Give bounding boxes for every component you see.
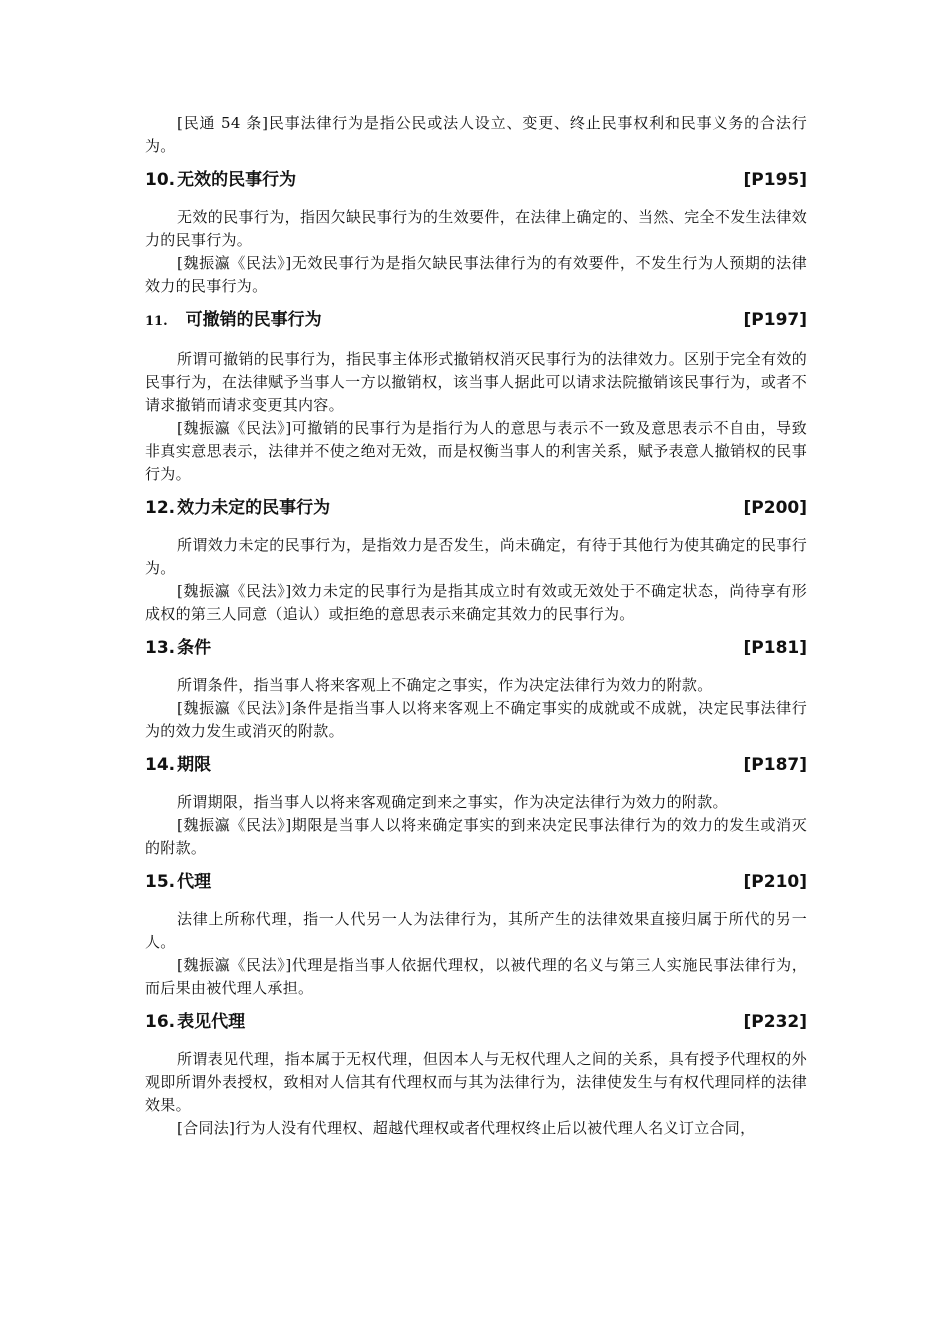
section-number: 13. [145,638,176,658]
paragraph: [魏振瀛《民法》]可撤销的民事行为是指行为人的意思与表示不一致及意思表示不自由，导致非真实意思表示，法律并不使之绝对无效，而是权衡当事人的利害关系，赋予表意人撤销权的民事行为。 [145,419,807,483]
paragraph: [合同法]行为人没有代理权、超越代理权或者代理权终止后以被代理人名义订立合同， [177,1119,756,1137]
paragraph: 所谓可撤销的民事行为，指民事主体形式撤销权消灭民事行为的法律效力。区别于完全有效的民事行为，在法律赋予当事人一方以撤销权，该当事人据此可以请求法院撤销该民事行为，或者不请求撤销而请求变更其内容。 [145,350,807,414]
section-heading-15 [145,870,807,894]
section-heading-10 [145,168,807,192]
section-number: 11. [145,314,168,329]
section-number: 10. [145,170,176,190]
section-number: 16. [145,1012,176,1032]
page-reference: [P195] [743,170,807,190]
paragraph: 所谓表见代理，指本属于无权代理，但因本人与无权代理人之间的关系，具有授予代理权的外观即所谓外表授权，致相对人信其有代理权而与其为法律行为，法律使发生与有权代理同样的法律效果。 [145,1050,807,1114]
paragraph: [魏振瀛《民法》]期限是当事人以将来确定事实的到来决定民事法律行为的效力的发生或消灭的附款。 [145,816,807,857]
paragraph: [魏振瀛《民法》]效力未定的民事行为是指其成立时有效或无效处于不确定状态，尚待享有形成权的第三人同意（追认）或拒绝的意思表示来确定其效力的民事行为。 [145,582,807,623]
section-heading-16 [145,1010,807,1034]
section-title: 表见代理 [177,1012,246,1032]
document-page [145,112,807,1140]
paragraph: 无效的民事行为，指因欠缺民事行为的生效要件，在法律上确定的、当然、完全不发生法律效力的民事行为。 [145,208,807,249]
paragraph: [魏振瀛《民法》]无效民事行为是指欠缺民事法律行为的有效要件，不发生行为人预期的法律效力的民事行为。 [145,254,807,295]
page-reference: [P210] [743,872,807,892]
paragraph: 所谓效力未定的民事行为，是指效力是否发生，尚未确定，有待于其他行为使其确定的民事行为。 [145,536,807,577]
page-reference: [P232] [743,1012,807,1032]
page-reference: [P187] [743,755,807,775]
page-reference: [P197] [743,310,807,330]
paragraph: [魏振瀛《民法》]条件是指当事人以将来客观上不确定事实的成就或不成就，决定民事法律行为的效力发生或消灭的附款。 [145,699,807,740]
paragraph: 所谓期限，指当事人以将来客观确定到来之事实，作为决定法律行为效力的附款。 [177,793,728,811]
page-reference: [P200] [743,498,807,518]
paragraph: [魏振瀛《民法》]代理是指当事人依据代理权，以被代理的名义与第三人实施民事法律行为，而后果由被代理人承担。 [145,956,807,997]
section-title: 效力未定的民事行为 [177,498,331,518]
section-heading-14 [145,753,807,777]
section-number: 12. [145,498,176,518]
section-title: 期限 [177,755,212,775]
section-title: 无效的民事行为 [177,170,297,190]
section-number: 15. [145,872,176,892]
section-title: 条件 [177,638,212,658]
page-reference: [P181] [743,638,807,658]
section-title: 代理 [177,872,212,892]
paragraph: 所谓条件，指当事人将来客观上不确定之事实，作为决定法律行为效力的附款。 [177,676,713,694]
section-heading-11 [145,308,807,334]
section-title: 可撤销的民事行为 [185,310,322,330]
paragraph: [民通 54 条]民事法律行为是指公民或法人设立、变更、终止民事权利和民事义务的合法行为。 [145,114,807,155]
section-heading-13 [145,636,807,660]
section-heading-12 [145,496,807,520]
paragraph: 法律上所称代理，指一人代另一人为法律行为，其所产生的法律效果直接归属于所代的另一人。 [145,910,807,951]
section-number: 14. [145,755,176,775]
